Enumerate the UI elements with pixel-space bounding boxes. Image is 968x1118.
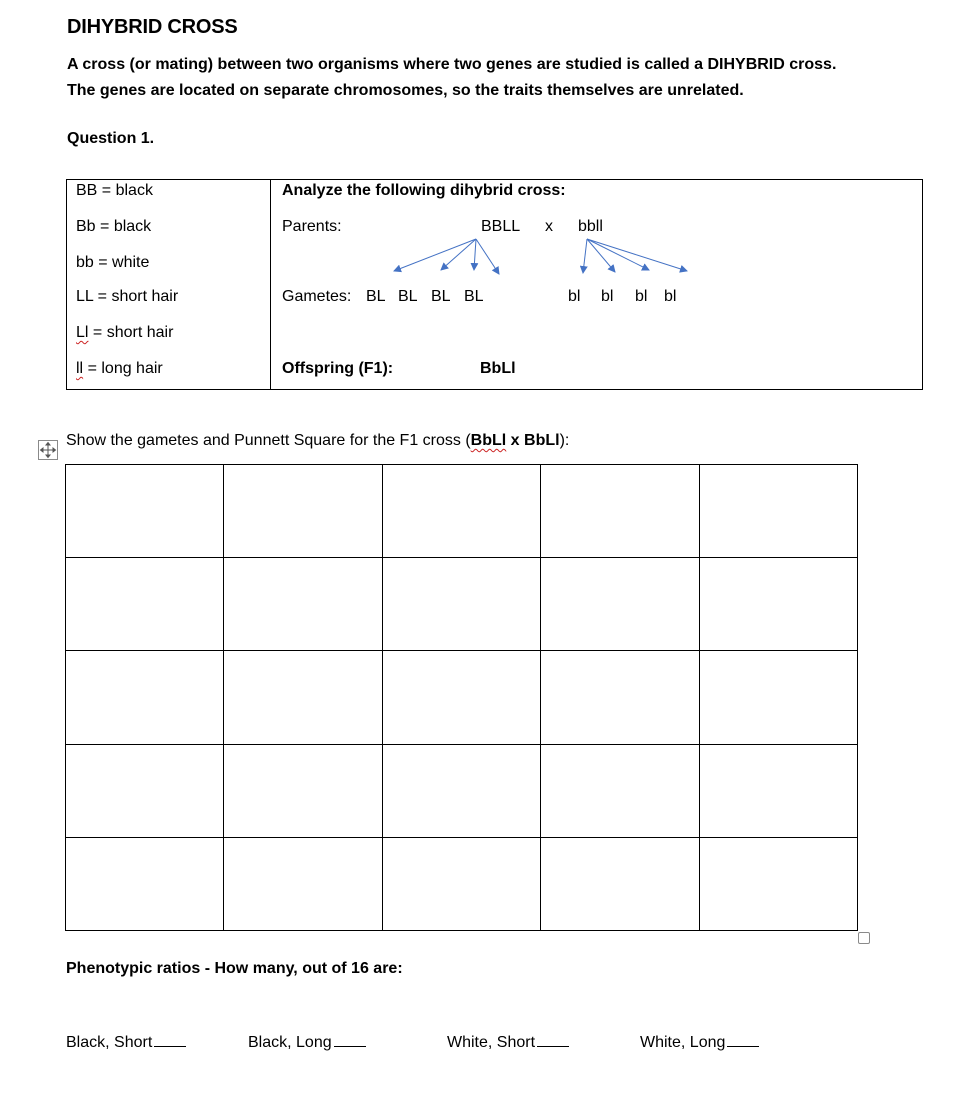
punnett-cell[interactable] — [699, 837, 857, 930]
key-trait: white — [112, 254, 150, 271]
arrow-to-gamete — [587, 239, 687, 271]
punnett-cell[interactable] — [66, 558, 224, 651]
key-equals: = — [97, 288, 107, 305]
intro-line-1: A cross (or mating) between two organisms where two genes are studied is called a DIHYBRID cross. — [67, 56, 837, 73]
instruction-cross-b: BbLl — [524, 432, 560, 449]
table-resize-handle[interactable] — [858, 932, 870, 944]
answer-blank[interactable] — [727, 1032, 759, 1047]
gamete-p2: bl — [635, 288, 648, 305]
key-equals: = — [92, 324, 103, 341]
key-equals: = — [101, 182, 112, 199]
gamete-p1: BL — [464, 288, 484, 305]
question-label: Question 1. — [67, 130, 155, 147]
punnett-cell[interactable] — [699, 651, 857, 744]
punnett-cell[interactable] — [541, 744, 699, 837]
key-gene: LL — [76, 288, 94, 305]
phenotype-label: Black, Long — [248, 1034, 332, 1051]
punnett-cell[interactable] — [541, 558, 699, 651]
key-trait: short hair — [111, 288, 179, 305]
phenotype-item — [248, 1032, 366, 1052]
punnett-cell[interactable] — [224, 558, 382, 651]
punnett-cell[interactable] — [541, 651, 699, 744]
arrow-to-gamete — [441, 239, 476, 270]
arrow-to-gamete — [476, 239, 499, 274]
key-gene: ll — [76, 360, 84, 377]
answer-blank[interactable] — [537, 1032, 569, 1047]
instruction-cross-a: BbLl — [470, 432, 507, 449]
gamete-p1: BL — [366, 288, 386, 305]
punnett-cell[interactable] — [66, 465, 224, 558]
parents-label: Parents: — [282, 218, 342, 235]
punnett-cell[interactable] — [224, 651, 382, 744]
punnett-cell[interactable] — [224, 465, 382, 558]
punnett-row — [66, 837, 858, 930]
arrow-to-gamete — [583, 239, 587, 273]
gamete-p2: bl — [601, 288, 614, 305]
key-equals: = — [100, 218, 110, 235]
phenotype-label: White, Short — [447, 1034, 536, 1051]
punnett-row — [66, 651, 858, 744]
offspring-label: Offspring (F1): — [282, 360, 394, 377]
phenotype-item — [447, 1032, 569, 1052]
key-gene: BB — [76, 182, 98, 199]
key-trait: black — [115, 182, 153, 199]
phenotype-label: Black, Short — [66, 1034, 153, 1051]
punnett-cell[interactable] — [699, 744, 857, 837]
punnett-row — [66, 558, 858, 651]
key-gene: Ll — [76, 324, 89, 341]
phenotype-item — [640, 1032, 759, 1052]
instruction-prefix: Show the gametes and Punnett Square for the F1 cross ( — [66, 432, 471, 449]
punnett-row — [66, 744, 858, 837]
key-trait: short hair — [106, 324, 174, 341]
arrow-to-gamete — [474, 239, 476, 270]
arrow-to-gamete — [394, 239, 476, 271]
key-gene: Bb — [76, 218, 96, 235]
intro-line-2: The genes are located on separate chromosomes, so the traits themselves are unrelated. — [67, 82, 744, 99]
punnett-square — [65, 464, 858, 931]
key-trait: black — [113, 218, 152, 235]
punnett-cell[interactable] — [699, 558, 857, 651]
punnett-cell[interactable] — [66, 837, 224, 930]
offspring-genotype: BbLl — [480, 360, 516, 377]
gamete-p2: bl — [568, 288, 581, 305]
punnett-instruction — [66, 432, 569, 450]
key-gene: bb — [76, 254, 94, 271]
punnett-cell[interactable] — [382, 465, 540, 558]
gamete-p2: bl — [664, 288, 677, 305]
punnett-cell[interactable] — [224, 744, 382, 837]
ratios-heading: Phenotypic ratios - How many, out of 16 are: — [66, 960, 403, 977]
answer-blank[interactable] — [154, 1032, 186, 1047]
cross-symbol: x — [545, 218, 553, 235]
cross-heading: Analyze the following dihybrid cross: — [282, 182, 566, 199]
gametes-label: Gametes: — [282, 288, 352, 305]
instruction-suffix: ): — [559, 432, 570, 449]
punnett-cell[interactable] — [541, 837, 699, 930]
key-equals: = — [87, 360, 97, 377]
punnett-cell[interactable] — [382, 837, 540, 930]
phenotype-item — [66, 1032, 186, 1052]
punnett-row — [66, 465, 858, 558]
parent-1: BBLL — [481, 218, 521, 235]
page-title: DIHYBRID CROSS — [67, 16, 238, 38]
key-trait: long hair — [101, 360, 163, 377]
punnett-cell[interactable] — [66, 744, 224, 837]
answer-blank[interactable] — [334, 1032, 366, 1047]
punnett-cell[interactable] — [382, 744, 540, 837]
instruction-cross-mid: x — [506, 432, 525, 449]
punnett-cell[interactable] — [224, 837, 382, 930]
punnett-cell[interactable] — [66, 651, 224, 744]
parent-2: bbll — [578, 218, 603, 235]
punnett-cell[interactable] — [699, 465, 857, 558]
punnett-cell[interactable] — [382, 558, 540, 651]
key-equals: = — [98, 254, 108, 271]
phenotype-label: White, Long — [640, 1034, 726, 1051]
punnett-cell[interactable] — [382, 651, 540, 744]
gamete-arrows — [0, 0, 968, 400]
gamete-p1: BL — [431, 288, 451, 305]
table-move-handle-icon[interactable] — [38, 440, 58, 460]
gamete-p1: BL — [398, 288, 418, 305]
punnett-cell[interactable] — [541, 465, 699, 558]
arrow-to-gamete — [587, 239, 649, 270]
